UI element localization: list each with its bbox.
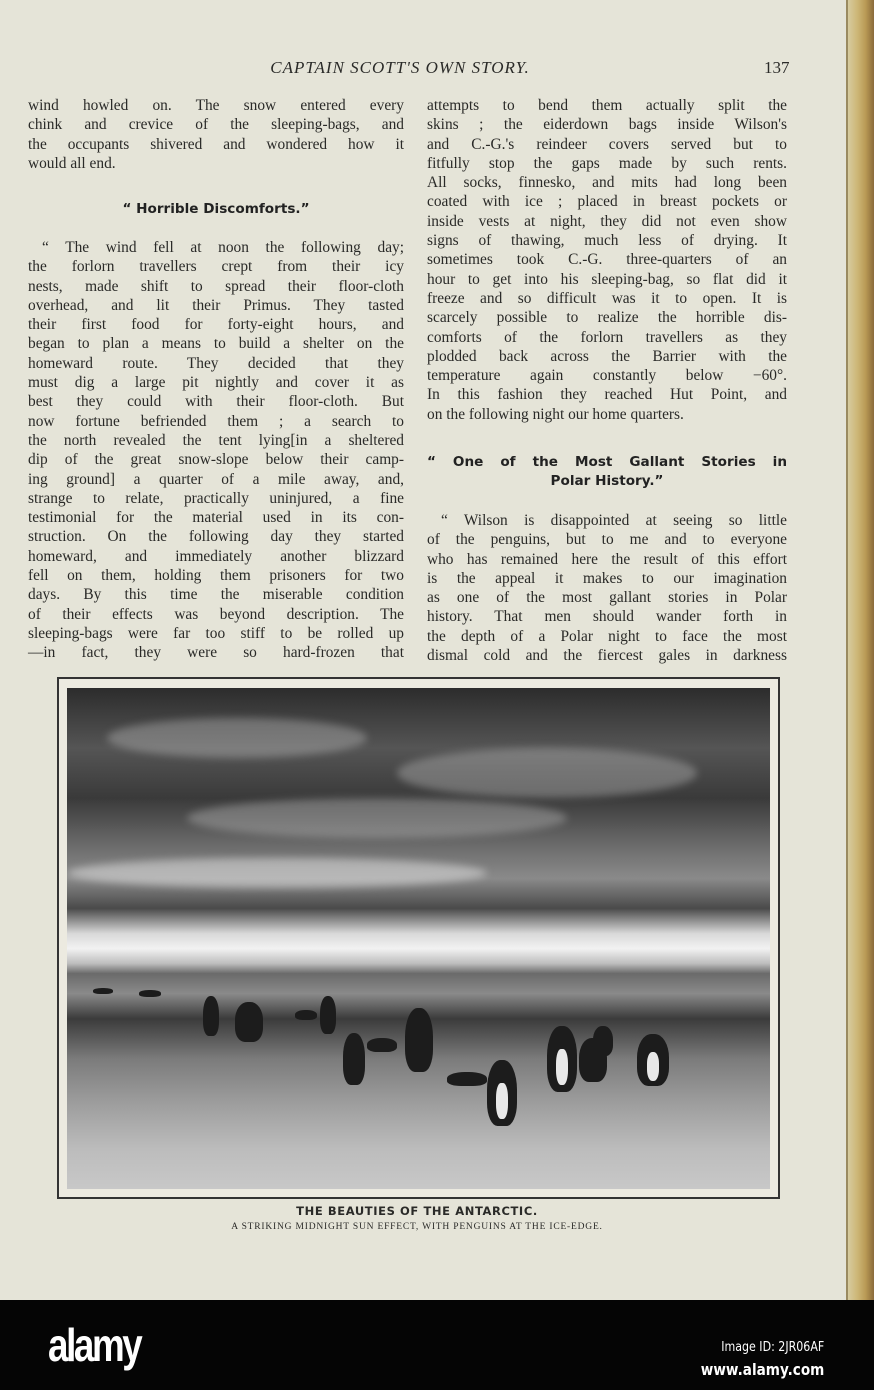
text-line: dismal cold and the fiercest gales in darkness <box>427 647 787 665</box>
text-line: dip of the great snow-slope below their camp- <box>28 451 404 469</box>
figure-caption-subtitle: A STRIKING MIDNIGHT SUN EFFECT, WITH PENGUINS AT THE ICE-EDGE. <box>231 1222 603 1232</box>
text-line: In this fashion they reached Hut Point, and <box>427 386 787 404</box>
text-line: the north revealed the tent lying[in a sheltered <box>28 431 404 449</box>
text-line: of the penguins, but to me and to everyone <box>427 531 787 549</box>
text-line: of their effects was beyond description. The <box>28 605 404 623</box>
text-line: strange to relate, practically uninjured, a fine <box>28 489 404 507</box>
text-line: signs of thawing, much less of drying. It <box>427 232 787 250</box>
text-line: wind howled on. The snow entered every <box>28 97 404 114</box>
heading-line-1: “ One of the Most Gallant Stories in <box>427 454 787 470</box>
text-line: days. By this time the miserable condition <box>28 586 404 604</box>
text-line: attempts to bend them actually split the <box>427 97 787 114</box>
text-line: homeward, and immediately another blizzard <box>28 547 404 565</box>
text-line: must dig a large pit nightly and cover it as <box>28 374 404 392</box>
text-line: plodded back across the Barrier with the <box>427 347 787 365</box>
text-line: the forlorn travellers crept from their icy <box>28 258 404 276</box>
watermark-url: www.alamy.com <box>700 1360 824 1379</box>
alamy-logo: alamy <box>48 1319 141 1371</box>
text-line: overhead, and lit their Primus. They tasted <box>28 296 404 314</box>
running-title: CAPTAIN SCOTT'S OWN STORY. <box>270 58 530 77</box>
text-line: “ The wind fell at noon the following day; <box>42 239 404 256</box>
text-line: temperature again constantly below −60°. <box>427 367 787 385</box>
right-column-paragraph <box>427 511 787 665</box>
text-line: scarcely possible to realize the horrible dis- <box>427 309 787 327</box>
text-line: the occupants shivered and wondered how it <box>28 135 404 153</box>
text-line: All socks, finnesko, and mits had long been <box>427 174 787 192</box>
text-line: history. That men should wander forth in <box>427 608 787 626</box>
text-line: “ Wilson is disappointed at seeing so little <box>441 512 787 529</box>
text-line: hour to get into his sleeping-bag, so flat did it <box>427 270 787 288</box>
text-line: their first food for forty-eight hours, and <box>28 316 404 334</box>
text-line: began to plan a means to build a shelter on the <box>28 335 404 353</box>
text-line: and C.-G.'s reindeer covers served but to <box>427 135 787 153</box>
text-line: freeze and so difficult was it to open. It is <box>427 289 787 307</box>
section-heading-gallant-stories <box>427 453 787 491</box>
text-line: would all end. <box>28 154 116 172</box>
text-line: struction. On the following day they started <box>28 528 404 546</box>
text-line: homeward route. They decided that they <box>28 354 404 372</box>
left-column-paragraph <box>28 238 404 663</box>
antarctic-penguins-photo <box>67 688 770 1189</box>
text-line: is the appeal it makes to our imagination <box>427 569 787 587</box>
text-line: fell on them, holding them prisoners for two <box>28 567 404 585</box>
left-column-intro <box>28 96 404 173</box>
section-heading-horrible-discomforts: “ Horrible Discomforts.” <box>122 201 310 217</box>
watermark-footer <box>0 1300 874 1390</box>
text-line: —in fact, they were so hard-frozen that <box>28 644 404 662</box>
page-number: 137 <box>764 58 790 77</box>
text-line: ing ground] a quarter of a mile away, and, <box>28 470 404 488</box>
text-line: the depth of a Polar night to face the most <box>427 627 787 645</box>
text-line: best they could with their floor-cloth. But <box>28 393 404 411</box>
text-line: chink and crevice of the sleeping-bags, and <box>28 116 404 134</box>
text-line: skins ; the eiderdown bags inside Wilson's <box>427 116 787 134</box>
text-line: testimonial for the material used in its con- <box>28 509 404 527</box>
text-line: sometimes took C.-G. three-quarters of an <box>427 251 787 269</box>
text-line: now fortune befriended them ; a search to <box>28 412 404 430</box>
text-line: fitfully stop the gaps made by such rents. <box>427 154 787 172</box>
text-line: sleeping-bags were far too stiff to be rolled up <box>28 624 404 642</box>
book-page-edge <box>846 0 874 1300</box>
text-line: who has remained here the result of this effort <box>427 550 787 568</box>
photo-frame <box>57 677 780 1199</box>
text-line: on the following night our home quarters. <box>427 405 684 423</box>
image-id: Image ID: 2JR06AF <box>720 1340 824 1355</box>
text-line: nests, made shift to spread their floor-cloth <box>28 277 404 295</box>
text-line: as one of the most gallant stories in Polar <box>427 589 787 607</box>
text-line: comforts of the forlorn travellers as they <box>427 328 787 346</box>
heading-line-2: Polar History.” <box>550 473 664 489</box>
text-line: coated with ice ; placed in breast pockets or <box>427 193 787 211</box>
figure-caption-title: THE BEAUTIES OF THE ANTARCTIC. <box>296 1204 538 1218</box>
right-column-intro <box>427 96 787 424</box>
text-line: inside vests at night, they did not even show <box>427 212 787 230</box>
